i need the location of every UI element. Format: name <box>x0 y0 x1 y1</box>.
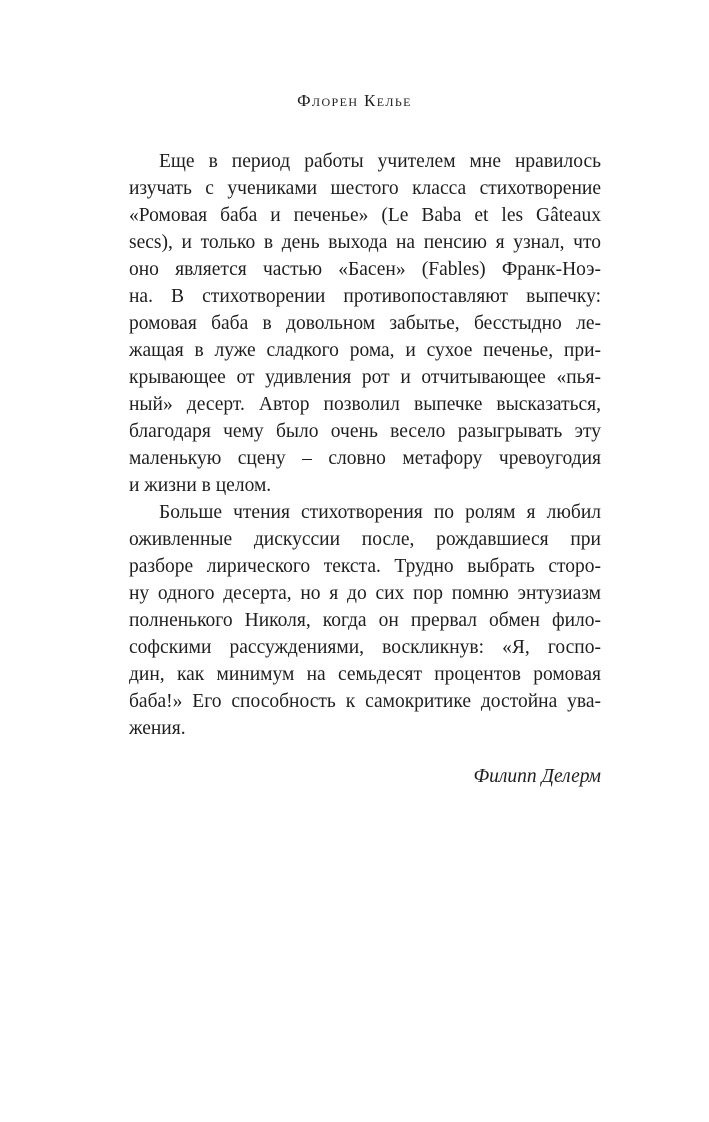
text-line: оживленные дискуссии после, рождавшиеся при <box>129 529 601 550</box>
text-line: жения. <box>129 718 186 739</box>
text-line: secs), и только в день выхода на пенсию я узнал, что <box>129 232 601 253</box>
text-line: ный» десерт. Автор позволил выпечке высказаться, <box>129 394 601 415</box>
text-line: софскими рассуждениями, воскликнув: «Я, госпо- <box>129 637 601 658</box>
text-line: благодаря чему было очень весело разыгрывать эту <box>129 421 601 442</box>
text-line: изучать с учениками шестого класса стихотворение <box>129 178 601 199</box>
text-line: оно является частью «Басен» (Fables) Франк-Ноэ- <box>129 259 601 280</box>
text-line: разборе лирического текста. Трудно выбрать сторо- <box>129 556 601 577</box>
text-line: баба!» Его способность к самокритике достойна ува- <box>129 691 601 712</box>
author-signature: Филипп Делерм <box>473 766 601 787</box>
text-block <box>129 148 601 742</box>
text-line: жащая в луже сладкого рома, и сухое печенье, при- <box>129 340 601 361</box>
text-line: полненького Николя, когда он прервал обмен фило- <box>129 610 601 631</box>
text-line: на. В стихотворении противопоставляют выпечку: <box>129 286 601 307</box>
text-line: ромовая баба в довольном забытье, бесстыдно ле- <box>129 313 601 334</box>
text-line: «Ромовая баба и печенье» (Le Baba et les Gâteaux <box>129 205 601 226</box>
text-line: Больше чтения стихотворения по ролям я любил <box>159 502 601 523</box>
text-line: Еще в период работы учителем мне нравилось <box>159 151 601 172</box>
paragraph-1 <box>129 148 601 499</box>
text-line: крывающее от удивления рот и отчитывающее «пья- <box>129 367 601 388</box>
text-line: дин, как минимум на семьдесят процентов ромовая <box>129 664 601 685</box>
running-head: Флорен Келье <box>297 91 412 110</box>
text-line: маленькую сцену – словно метафору чревоугодия <box>129 448 601 469</box>
paragraph-2 <box>129 499 601 742</box>
text-line: и жизни в целом. <box>129 475 272 496</box>
text-line: ну одного десерта, но я до сих пор помню энтузиазм <box>129 583 601 604</box>
